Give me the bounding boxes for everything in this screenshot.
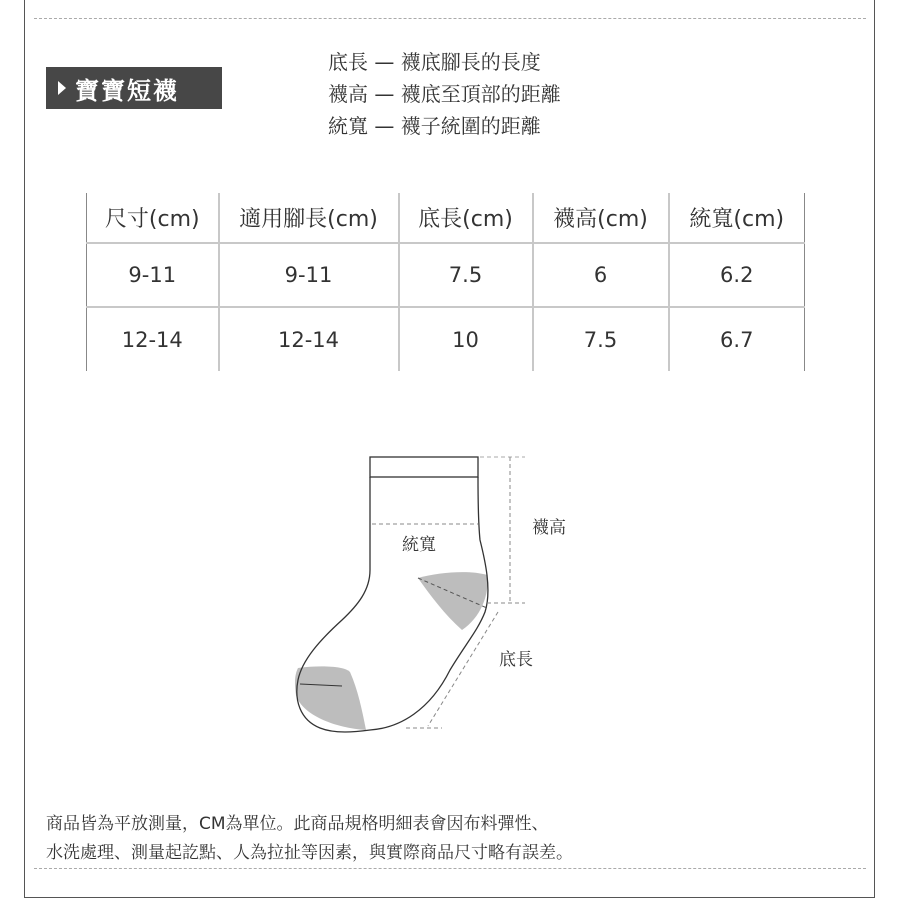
column-header-sole-length: 底長(cm) bbox=[399, 193, 533, 243]
triangle-arrow-icon bbox=[58, 81, 66, 95]
table-cell: 6 bbox=[533, 243, 669, 307]
title-banner bbox=[46, 67, 222, 109]
top-divider bbox=[34, 18, 866, 19]
diagram-label-width: 統寬 bbox=[402, 535, 436, 555]
table-cell: 10 bbox=[399, 307, 533, 371]
bottom-divider bbox=[34, 868, 866, 869]
table-cell: 7.5 bbox=[399, 243, 533, 307]
diagram-label-length: 底長 bbox=[499, 650, 533, 670]
disclaimer-line: 商品皆為平放測量，CM為單位。此商品規格明細表會因布料彈性、 bbox=[46, 814, 549, 834]
table-cell: 9-11 bbox=[219, 243, 399, 307]
sock-outline-graphic bbox=[280, 440, 600, 740]
page-title: 寶寶短襪 bbox=[75, 76, 179, 105]
disclaimer-line: 水洗處理、測量起訖點、人為拉扯等因素，與實際商品尺寸略有誤差。 bbox=[46, 843, 573, 863]
definition-height: 襪高 — 襪底至頂部的距離 bbox=[328, 82, 561, 106]
size-table bbox=[86, 193, 805, 371]
table-cell: 12-14 bbox=[219, 307, 399, 371]
measurement-disclaimer bbox=[46, 810, 573, 868]
table-row bbox=[87, 243, 805, 307]
column-header-sock-height: 襪高(cm) bbox=[533, 193, 669, 243]
table-cell: 12-14 bbox=[87, 307, 219, 371]
definition-length: 底長 — 襪底腳長的長度 bbox=[328, 50, 541, 74]
table-cell: 6.2 bbox=[669, 243, 805, 307]
table-cell: 6.7 bbox=[669, 307, 805, 371]
definition-width: 統寬 — 襪子統圍的距離 bbox=[328, 114, 541, 138]
table-row bbox=[87, 307, 805, 371]
column-header-foot-length: 適用腳長(cm) bbox=[219, 193, 399, 243]
column-header-size: 尺寸(cm) bbox=[87, 193, 219, 243]
table-cell: 7.5 bbox=[533, 307, 669, 371]
column-header-width: 統寬(cm) bbox=[669, 193, 805, 243]
table-cell: 9-11 bbox=[87, 243, 219, 307]
diagram-label-height: 襪高 bbox=[532, 518, 566, 538]
table-header-row bbox=[87, 193, 805, 243]
sock-diagram bbox=[280, 440, 600, 744]
measurement-definitions bbox=[328, 46, 561, 142]
